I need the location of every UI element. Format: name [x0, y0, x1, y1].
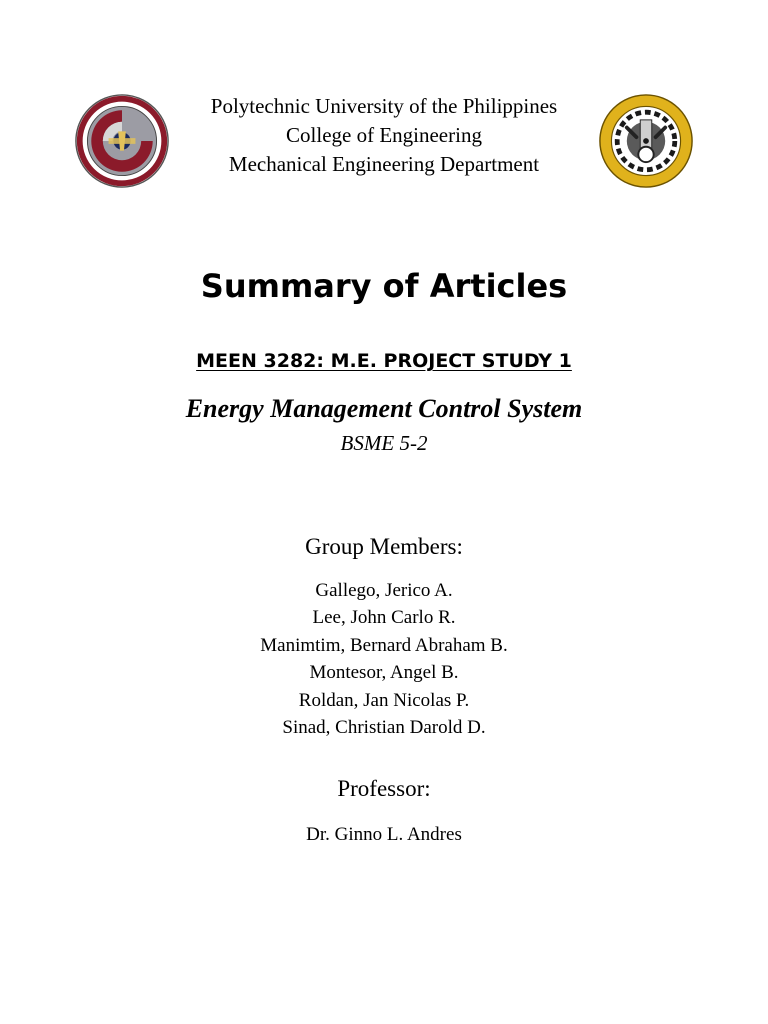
department-name: Mechanical Engineering Department — [228, 152, 540, 176]
member-name: Lee, John Carlo R. — [312, 607, 456, 629]
university-name: Polytechnic University of the Philippines — [210, 94, 558, 118]
member-name: Montesor, Angel B. — [309, 662, 459, 684]
professor-heading: Professor: — [337, 776, 431, 801]
project-title: Energy Management Control System — [185, 394, 583, 423]
group-members-heading: Group Members: — [305, 534, 463, 559]
college-name: College of Engineering — [286, 123, 482, 147]
member-name: Sinad, Christian Darold D. — [282, 717, 486, 739]
member-name: Manimtim, Bernard Abraham B. — [260, 634, 508, 656]
member-name: Roldan, Jan Nicolas P. — [298, 689, 470, 711]
course-code — [0, 346, 768, 376]
member-name: Gallego, Jerico A. — [315, 580, 453, 601]
group-members-list — [0, 577, 768, 741]
document-title: Summary of Articles — [200, 267, 568, 305]
professor-name: Dr. Ginno L. Andres — [306, 824, 462, 845]
course-code-text: MEEN 3282: M.E. PROJECT STUDY 1 — [196, 350, 572, 372]
section-label: BSME 5-2 — [340, 431, 428, 455]
institution-header — [150, 92, 618, 179]
